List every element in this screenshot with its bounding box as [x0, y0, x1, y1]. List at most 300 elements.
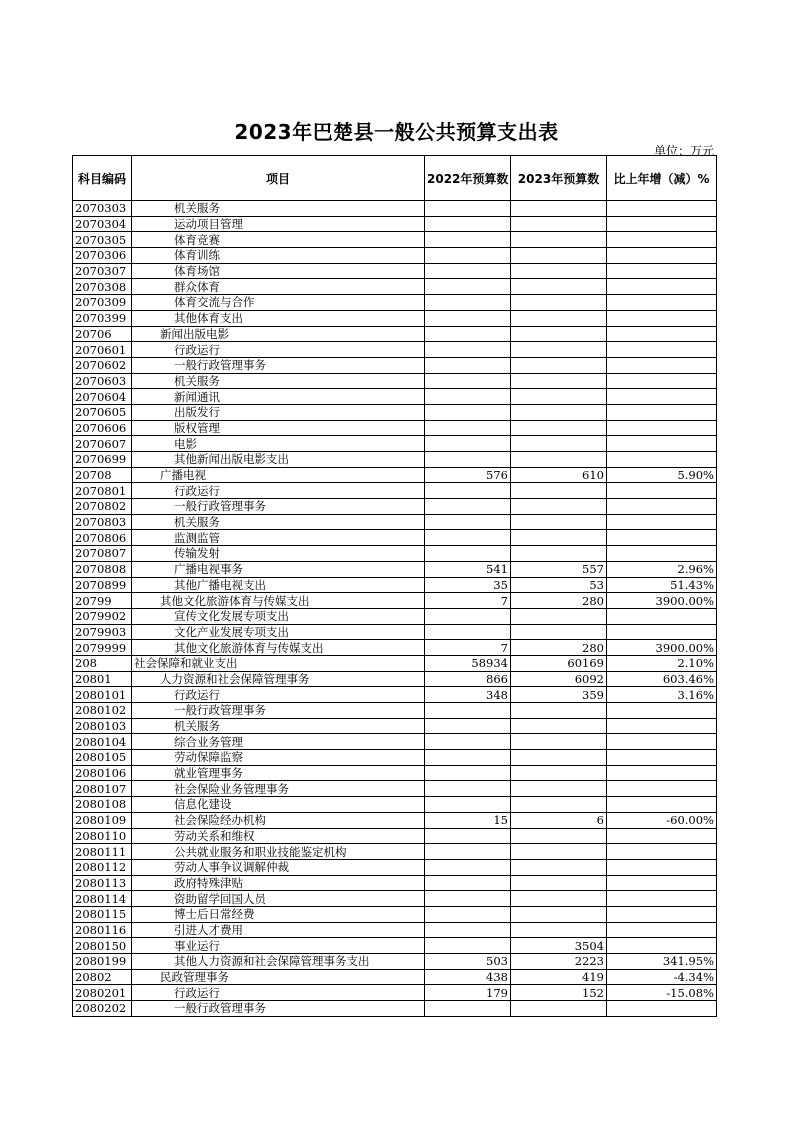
table-row	[73, 969, 717, 985]
cell-code: 2080201	[73, 985, 132, 1001]
cell-2022-budget	[425, 703, 511, 719]
cell-item: 广播电视事务	[132, 561, 425, 577]
cell-code: 2070801	[73, 483, 132, 499]
cell-2022-budget	[425, 1001, 511, 1017]
cell-2023-budget	[511, 530, 607, 546]
cell-change-percent: 5.90%	[607, 467, 717, 483]
cell-2023-budget: 359	[511, 687, 607, 703]
cell-2022-budget	[425, 420, 511, 436]
cell-2023-budget: 6092	[511, 671, 607, 687]
cell-item: 行政运行	[132, 985, 425, 1001]
cell-change-percent	[607, 608, 717, 624]
cell-change-percent: -60.00%	[607, 812, 717, 828]
cell-2022-budget	[425, 765, 511, 781]
table-row	[73, 718, 717, 734]
cell-code: 2080104	[73, 734, 132, 750]
cell-2022-budget	[425, 797, 511, 813]
table-row	[73, 655, 717, 671]
cell-2022-budget: 7	[425, 640, 511, 656]
cell-2022-budget: 438	[425, 969, 511, 985]
cell-2022-budget	[425, 624, 511, 640]
cell-2022-budget	[425, 357, 511, 373]
cell-2023-budget	[511, 765, 607, 781]
cell-code: 2070601	[73, 342, 132, 358]
cell-change-percent	[607, 797, 717, 813]
cell-item: 其他文化旅游体育与传媒支出	[132, 640, 425, 656]
cell-code: 2070304	[73, 216, 132, 232]
cell-2022-budget	[425, 483, 511, 499]
cell-code: 2070803	[73, 514, 132, 530]
cell-item: 信息化建设	[132, 797, 425, 813]
cell-2023-budget	[511, 828, 607, 844]
table-row	[73, 922, 717, 938]
cell-2022-budget: 15	[425, 812, 511, 828]
cell-item: 版权管理	[132, 420, 425, 436]
cell-2023-budget	[511, 703, 607, 719]
cell-item: 机关服务	[132, 201, 425, 217]
cell-item: 引进人才费用	[132, 922, 425, 938]
cell-change-percent	[607, 248, 717, 264]
table-row	[73, 357, 717, 373]
table-row	[73, 812, 717, 828]
table-row	[73, 624, 717, 640]
page-title: 2023年巴楚县一般公共预算支出表	[234, 120, 559, 144]
cell-2023-budget	[511, 436, 607, 452]
cell-2022-budget	[425, 232, 511, 248]
cell-2023-budget	[511, 859, 607, 875]
table-row	[73, 216, 717, 232]
table-row	[73, 765, 717, 781]
cell-2023-budget	[511, 248, 607, 264]
cell-code: 2070602	[73, 357, 132, 373]
table-body	[73, 201, 717, 1017]
cell-code: 2070604	[73, 389, 132, 405]
cell-change-percent: -15.08%	[607, 985, 717, 1001]
table-row	[73, 703, 717, 719]
cell-2023-budget	[511, 875, 607, 891]
cell-2023-budget	[511, 734, 607, 750]
cell-2022-budget	[425, 875, 511, 891]
table-row	[73, 561, 717, 577]
cell-item: 社会保险业务管理事务	[132, 781, 425, 797]
cell-change-percent: 2.10%	[607, 655, 717, 671]
cell-2023-budget	[511, 373, 607, 389]
cell-2023-budget: 60169	[511, 655, 607, 671]
cell-code: 2070808	[73, 561, 132, 577]
cell-2022-budget	[425, 514, 511, 530]
cell-change-percent	[607, 263, 717, 279]
cell-2023-budget: 3504	[511, 938, 607, 954]
table-row	[73, 404, 717, 420]
cell-change-percent	[607, 201, 717, 217]
cell-2022-budget: 541	[425, 561, 511, 577]
table-row	[73, 389, 717, 405]
header-2022: 2022年预算数	[425, 156, 511, 201]
cell-code: 2080105	[73, 750, 132, 766]
cell-item: 群众体育	[132, 279, 425, 295]
header-item: 项目	[132, 156, 425, 201]
cell-change-percent	[607, 781, 717, 797]
cell-item: 体育竞赛	[132, 232, 425, 248]
cell-change-percent: 3900.00%	[607, 640, 717, 656]
table-row	[73, 483, 717, 499]
cell-code: 2079902	[73, 608, 132, 624]
cell-change-percent: 3.16%	[607, 687, 717, 703]
cell-2022-budget	[425, 938, 511, 954]
cell-code: 2080113	[73, 875, 132, 891]
cell-code: 2070399	[73, 310, 132, 326]
cell-change-percent	[607, 922, 717, 938]
cell-item: 一般行政管理事务	[132, 357, 425, 373]
cell-change-percent	[607, 295, 717, 311]
cell-item: 公共就业服务和职业技能鉴定机构	[132, 844, 425, 860]
cell-2023-budget	[511, 232, 607, 248]
cell-change-percent: 51.43%	[607, 577, 717, 593]
cell-change-percent	[607, 938, 717, 954]
cell-change-percent	[607, 342, 717, 358]
cell-2022-budget	[425, 734, 511, 750]
cell-2022-budget	[425, 373, 511, 389]
cell-code: 2080109	[73, 812, 132, 828]
cell-code: 2070802	[73, 499, 132, 515]
table-row	[73, 734, 717, 750]
table-row	[73, 420, 717, 436]
cell-item: 传输发射	[132, 546, 425, 562]
cell-change-percent	[607, 499, 717, 515]
cell-2022-budget	[425, 389, 511, 405]
table-row	[73, 640, 717, 656]
cell-2023-budget: 280	[511, 593, 607, 609]
cell-2023-budget	[511, 608, 607, 624]
cell-item: 一般行政管理事务	[132, 703, 425, 719]
cell-code: 20708	[73, 467, 132, 483]
cell-2022-budget	[425, 718, 511, 734]
cell-2022-budget	[425, 216, 511, 232]
cell-2023-budget	[511, 514, 607, 530]
cell-change-percent: 2.96%	[607, 561, 717, 577]
cell-change-percent	[607, 624, 717, 640]
cell-2023-budget: 53	[511, 577, 607, 593]
table-row	[73, 279, 717, 295]
table-row	[73, 608, 717, 624]
cell-change-percent	[607, 530, 717, 546]
cell-code: 2080202	[73, 1001, 132, 1017]
cell-code: 20799	[73, 593, 132, 609]
table-row	[73, 514, 717, 530]
cell-change-percent: 603.46%	[607, 671, 717, 687]
cell-code: 2070807	[73, 546, 132, 562]
cell-2023-budget	[511, 499, 607, 515]
cell-item: 体育交流与合作	[132, 295, 425, 311]
cell-item: 其他体育支出	[132, 310, 425, 326]
cell-change-percent	[607, 514, 717, 530]
cell-2022-budget	[425, 404, 511, 420]
cell-item: 机关服务	[132, 514, 425, 530]
cell-item: 机关服务	[132, 373, 425, 389]
cell-item: 广播电视	[132, 467, 425, 483]
cell-change-percent	[607, 452, 717, 468]
cell-2023-budget: 152	[511, 985, 607, 1001]
cell-code: 2070308	[73, 279, 132, 295]
cell-2023-budget	[511, 357, 607, 373]
cell-item: 机关服务	[132, 718, 425, 734]
cell-code: 2080106	[73, 765, 132, 781]
unit-label: 单位：万元	[653, 144, 714, 158]
cell-change-percent	[607, 216, 717, 232]
cell-2022-budget	[425, 891, 511, 907]
cell-2022-budget	[425, 828, 511, 844]
table-row	[73, 671, 717, 687]
cell-item: 博士后日常经费	[132, 906, 425, 922]
cell-code: 2070307	[73, 263, 132, 279]
cell-item: 行政运行	[132, 483, 425, 499]
cell-2023-budget	[511, 295, 607, 311]
cell-2023-budget	[511, 844, 607, 860]
cell-2022-budget	[425, 844, 511, 860]
table-row	[73, 546, 717, 562]
cell-change-percent	[607, 844, 717, 860]
cell-item: 社会保险经办机构	[132, 812, 425, 828]
table-row	[73, 530, 717, 546]
cell-item: 民政管理事务	[132, 969, 425, 985]
cell-2023-budget: 557	[511, 561, 607, 577]
cell-2022-budget	[425, 906, 511, 922]
cell-2022-budget: 7	[425, 593, 511, 609]
cell-item: 劳动保障监察	[132, 750, 425, 766]
cell-2022-budget	[425, 263, 511, 279]
cell-change-percent	[607, 389, 717, 405]
table-row	[73, 263, 717, 279]
cell-2023-budget: 2223	[511, 954, 607, 970]
cell-code: 2080102	[73, 703, 132, 719]
header-code: 科目编码	[73, 156, 132, 201]
table-row	[73, 797, 717, 813]
cell-change-percent	[607, 718, 717, 734]
cell-2023-budget	[511, 201, 607, 217]
cell-2023-budget	[511, 1001, 607, 1017]
table-row	[73, 985, 717, 1001]
cell-2023-budget	[511, 216, 607, 232]
cell-change-percent	[607, 750, 717, 766]
cell-item: 新闻通讯	[132, 389, 425, 405]
header-change: 比上年增（减）%	[607, 156, 717, 201]
cell-2023-budget: 419	[511, 969, 607, 985]
cell-2022-budget: 179	[425, 985, 511, 1001]
table-row	[73, 875, 717, 891]
cell-2022-budget	[425, 781, 511, 797]
cell-code: 2080101	[73, 687, 132, 703]
cell-change-percent	[607, 310, 717, 326]
cell-2022-budget: 866	[425, 671, 511, 687]
cell-2023-budget	[511, 624, 607, 640]
table-row	[73, 467, 717, 483]
table-row	[73, 342, 717, 358]
cell-code: 2080103	[73, 718, 132, 734]
table-row	[73, 577, 717, 593]
cell-change-percent	[607, 436, 717, 452]
cell-code: 2070806	[73, 530, 132, 546]
cell-change-percent	[607, 546, 717, 562]
table-row	[73, 232, 717, 248]
cell-change-percent	[607, 483, 717, 499]
cell-2022-budget	[425, 608, 511, 624]
table-row	[73, 687, 717, 703]
cell-2022-budget	[425, 922, 511, 938]
cell-code: 2080114	[73, 891, 132, 907]
cell-change-percent	[607, 891, 717, 907]
cell-2023-budget	[511, 483, 607, 499]
cell-change-percent	[607, 765, 717, 781]
cell-2023-budget	[511, 797, 607, 813]
cell-item: 劳动关系和维权	[132, 828, 425, 844]
cell-item: 监测监管	[132, 530, 425, 546]
cell-item: 其他广播电视支出	[132, 577, 425, 593]
cell-change-percent	[607, 373, 717, 389]
table-row	[73, 499, 717, 515]
cell-code: 2070699	[73, 452, 132, 468]
cell-2022-budget	[425, 859, 511, 875]
cell-code: 2070306	[73, 248, 132, 264]
cell-code: 2070309	[73, 295, 132, 311]
cell-2022-budget	[425, 310, 511, 326]
cell-item: 行政运行	[132, 342, 425, 358]
cell-2022-budget: 58934	[425, 655, 511, 671]
cell-2022-budget	[425, 530, 511, 546]
cell-2022-budget	[425, 279, 511, 295]
cell-item: 运动项目管理	[132, 216, 425, 232]
table-row	[73, 436, 717, 452]
cell-2023-budget	[511, 922, 607, 938]
cell-item: 文化产业发展专项支出	[132, 624, 425, 640]
cell-change-percent	[607, 357, 717, 373]
cell-2022-budget	[425, 499, 511, 515]
cell-2022-budget	[425, 342, 511, 358]
cell-2022-budget: 35	[425, 577, 511, 593]
cell-item: 行政运行	[132, 687, 425, 703]
table-row	[73, 938, 717, 954]
cell-code: 2070603	[73, 373, 132, 389]
cell-code: 20801	[73, 671, 132, 687]
header-2023: 2023年预算数	[511, 156, 607, 201]
table-row	[73, 781, 717, 797]
cell-item: 其他人力资源和社会保障管理事务支出	[132, 954, 425, 970]
cell-item: 资助留学回国人员	[132, 891, 425, 907]
cell-code: 20802	[73, 969, 132, 985]
cell-2022-budget	[425, 546, 511, 562]
cell-code: 2080116	[73, 922, 132, 938]
cell-change-percent	[607, 734, 717, 750]
cell-2022-budget	[425, 326, 511, 342]
cell-code: 2080107	[73, 781, 132, 797]
cell-item: 就业管理事务	[132, 765, 425, 781]
cell-item: 体育场馆	[132, 263, 425, 279]
cell-item: 一般行政管理事务	[132, 499, 425, 515]
cell-change-percent	[607, 703, 717, 719]
cell-2023-budget	[511, 404, 607, 420]
cell-item: 电影	[132, 436, 425, 452]
cell-code: 2080115	[73, 906, 132, 922]
cell-item: 其他文化旅游体育与传媒支出	[132, 593, 425, 609]
cell-2022-budget	[425, 452, 511, 468]
cell-item: 政府特殊津贴	[132, 875, 425, 891]
cell-change-percent	[607, 828, 717, 844]
cell-2023-budget	[511, 891, 607, 907]
cell-2023-budget	[511, 263, 607, 279]
cell-2023-budget: 6	[511, 812, 607, 828]
table-row	[73, 452, 717, 468]
cell-change-percent	[607, 279, 717, 295]
cell-item: 体育训练	[132, 248, 425, 264]
cell-code: 2070606	[73, 420, 132, 436]
cell-2023-budget	[511, 389, 607, 405]
cell-2022-budget	[425, 248, 511, 264]
cell-2022-budget: 576	[425, 467, 511, 483]
cell-item: 事业运行	[132, 938, 425, 954]
cell-item: 综合业务管理	[132, 734, 425, 750]
cell-code: 2079903	[73, 624, 132, 640]
cell-code: 2080150	[73, 938, 132, 954]
cell-code: 2070305	[73, 232, 132, 248]
cell-item: 社会保障和就业支出	[132, 655, 425, 671]
cell-item: 人力资源和社会保障管理事务	[132, 671, 425, 687]
cell-2023-budget	[511, 452, 607, 468]
cell-code: 2080108	[73, 797, 132, 813]
cell-code: 208	[73, 655, 132, 671]
cell-code: 2070605	[73, 404, 132, 420]
cell-2022-budget	[425, 436, 511, 452]
table-row	[73, 954, 717, 970]
table-row	[73, 373, 717, 389]
cell-code: 2079999	[73, 640, 132, 656]
table-row	[73, 326, 717, 342]
cell-code: 2070899	[73, 577, 132, 593]
cell-item: 其他新闻出版电影支出	[132, 452, 425, 468]
cell-2023-budget	[511, 750, 607, 766]
cell-2023-budget: 280	[511, 640, 607, 656]
cell-item: 宣传文化发展专项支出	[132, 608, 425, 624]
budget-table	[72, 155, 717, 1017]
cell-2022-budget	[425, 750, 511, 766]
cell-2023-budget	[511, 279, 607, 295]
cell-2022-budget: 503	[425, 954, 511, 970]
cell-2023-budget	[511, 326, 607, 342]
table-row	[73, 201, 717, 217]
cell-change-percent	[607, 1001, 717, 1017]
cell-2022-budget	[425, 295, 511, 311]
table-row	[73, 310, 717, 326]
cell-change-percent: -4.34%	[607, 969, 717, 985]
cell-change-percent	[607, 859, 717, 875]
cell-code: 2080111	[73, 844, 132, 860]
cell-2023-budget: 610	[511, 467, 607, 483]
cell-change-percent: 341.95%	[607, 954, 717, 970]
cell-2023-budget	[511, 906, 607, 922]
cell-2023-budget	[511, 342, 607, 358]
cell-code: 2070607	[73, 436, 132, 452]
cell-2022-budget	[425, 201, 511, 217]
cell-change-percent	[607, 875, 717, 891]
table-row	[73, 859, 717, 875]
cell-code: 2080110	[73, 828, 132, 844]
table-row	[73, 750, 717, 766]
table-row	[73, 906, 717, 922]
cell-change-percent	[607, 420, 717, 436]
table-row	[73, 828, 717, 844]
cell-2023-budget	[511, 781, 607, 797]
cell-change-percent: 3900.00%	[607, 593, 717, 609]
cell-change-percent	[607, 906, 717, 922]
cell-code: 2080199	[73, 954, 132, 970]
